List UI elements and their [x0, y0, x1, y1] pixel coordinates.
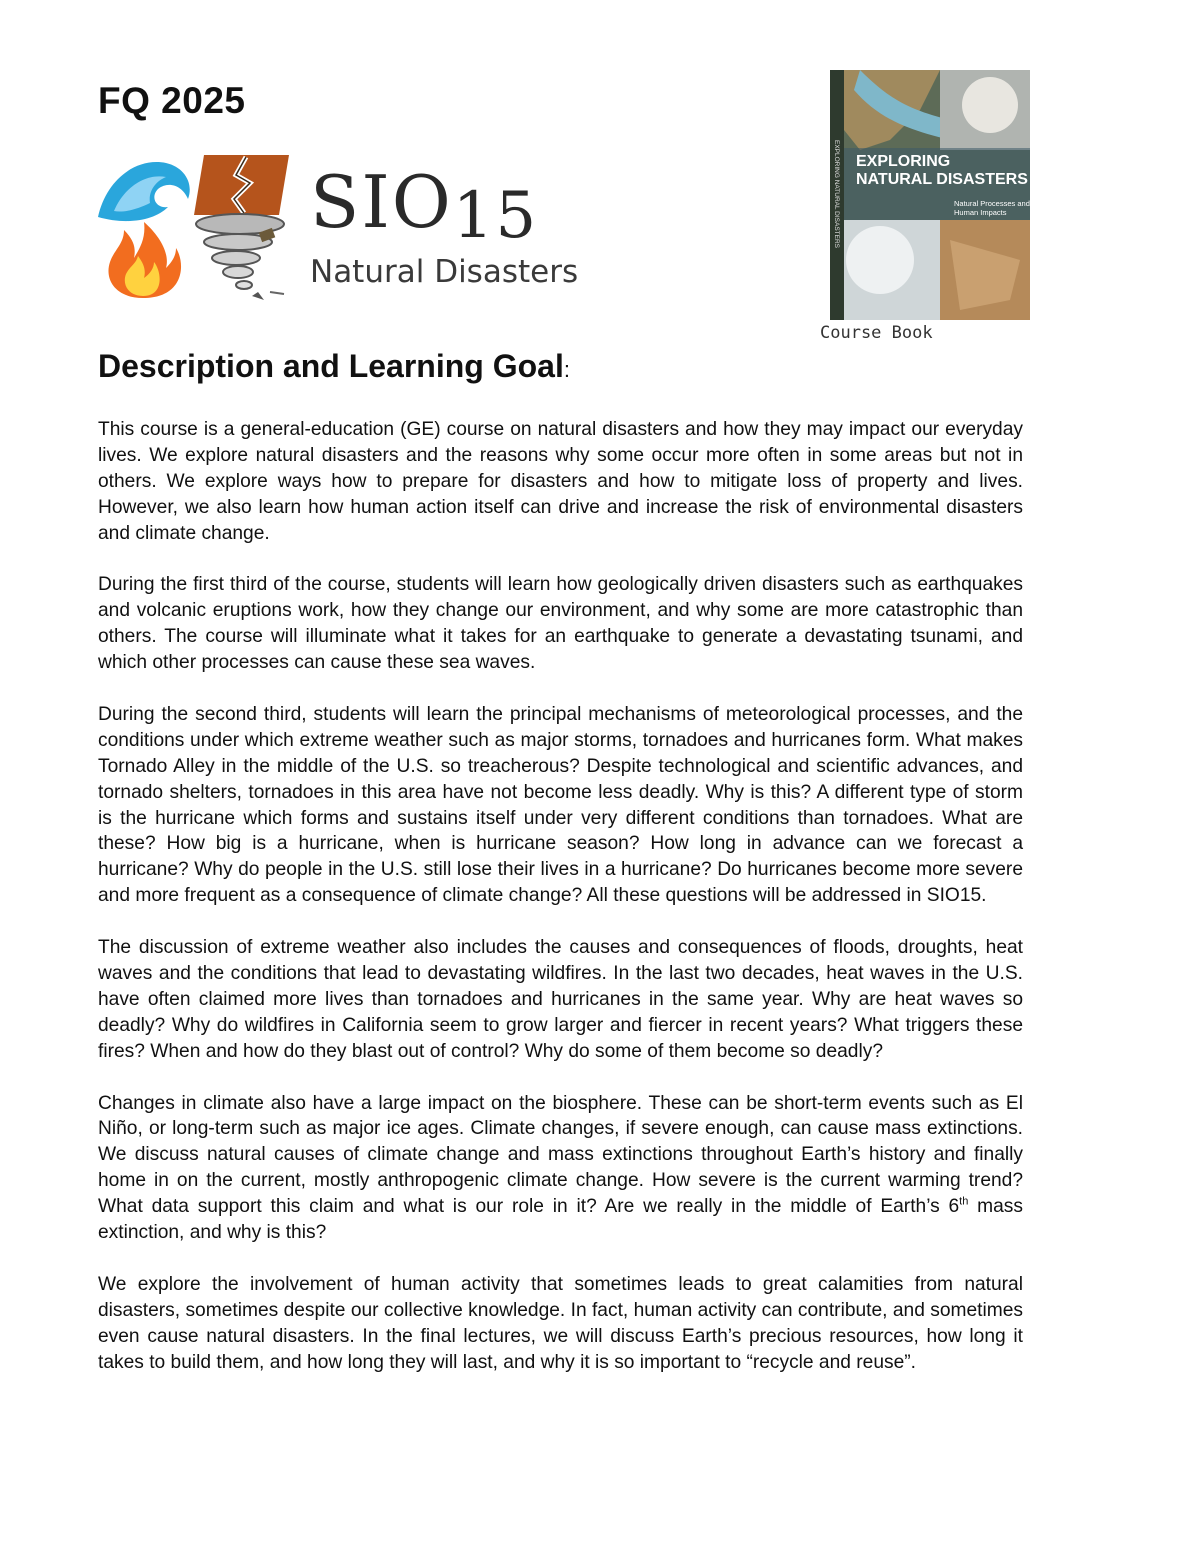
description-body	[98, 417, 1023, 1401]
paragraph: The discussion of extreme weather also includes the causes and consequences of floods, droughts, heat waves and the conditions that lead to devastating wildfires. In the last two decades, heat waves in the U.S. have often claimed more lives than tornadoes and hurricanes in the same year. Why are heat waves so deadly? Why do wildfires in California seem to grow larger and fiercer in recent years? What triggers these fires? When and how do they blast out of control? Why do some of them become so deadly?	[98, 937, 1023, 1062]
paragraph: We explore the involvement of human activity that sometimes leads to great calamities from natural disasters, sometimes despite our collective knowledge. In fact, human activity can contribute, and sometimes even cause natural disasters. In the final lectures, we will discuss Earth’s precious resources, how long it takes to build them, and how long they will last, and why it is so important to “recycle and reuse”.	[98, 1273, 1023, 1373]
term-label: FQ 2025	[98, 80, 246, 121]
book-spine-text: EXPLORING NATURAL DISASTERS	[833, 140, 840, 248]
logo-code: SIO15	[310, 160, 539, 253]
book-title-line1: EXPLORING	[856, 153, 951, 170]
book-subtitle-line2: Human Impacts	[954, 208, 1007, 217]
book-subtitle-line1: Natural Processes and	[954, 199, 1030, 208]
logo-subtitle: Natural Disasters	[310, 254, 579, 290]
wave-icon	[96, 155, 196, 225]
fire-icon	[98, 218, 188, 300]
paragraph: Changes in climate also have a large impact on the biosphere. These can be short-term events such as El Niño, or long-term such as major ice ages. Climate changes, if severe enough, can cause mass extinctions. We discuss natural causes of climate change and mass extinctions throughout Earth’s history and finally home in on the current, mostly anthropogenic climate change. How severe is the current warming trend? What data support this claim and what is our role in it? Are we really in the middle of Earth’s 6th mass extinction, and why is this?	[98, 1092, 1023, 1244]
book-title-line2: NATURAL DISASTERS	[856, 171, 1028, 188]
tornado-icon	[192, 212, 292, 304]
paragraph: During the second third, students will learn the principal mechanisms of meteorological processes, and the conditions under which extreme weather such as major storms, tornadoes and hurricanes form. What makes Tornado Alley in the middle of the U.S. so treacherous? Despite technological and scientific advances, and tornado shelters, tornadoes in this area have not become less deadly. Why is this? A different type of storm is the hurricane which forms and sustains itself under very different conditions than tornadoes. What are these? How big is a hurricane, when is hurricane season? How long in advance can we forecast a hurricane? Why do people in the U.S. still lose their lives in a hurricane? Do hurricanes become more severe and more frequent as a consequence of climate change? All these questions will be addressed in SIO15.	[98, 703, 1023, 907]
book-caption: Course Book	[820, 323, 933, 343]
course-logo	[96, 150, 596, 305]
paragraph: During the first third of the course, students will learn how geologically driven disasters such as earthquakes and volcanic eruptions work, how they change our environment, and why some are more catastrophic than others. The course will illuminate what it takes for an earthquake to generate a devastating tsunami, and which other processes can cause these sea waves.	[98, 574, 1023, 674]
section-heading: Description and Learning Goal:	[98, 348, 570, 384]
course-book-cover	[830, 70, 1030, 320]
paragraph: This course is a general-education (GE) course on natural disasters and how they may impact our everyday lives. We explore natural disasters and the reasons why some occur more often in some areas but not in others. We explore ways how to prepare for disasters and how to mitigate loss of property and lives. However, we also learn how human action itself can drive and increase the risk of environmental disasters and climate change.	[98, 419, 1023, 544]
earthquake-icon	[194, 155, 289, 215]
